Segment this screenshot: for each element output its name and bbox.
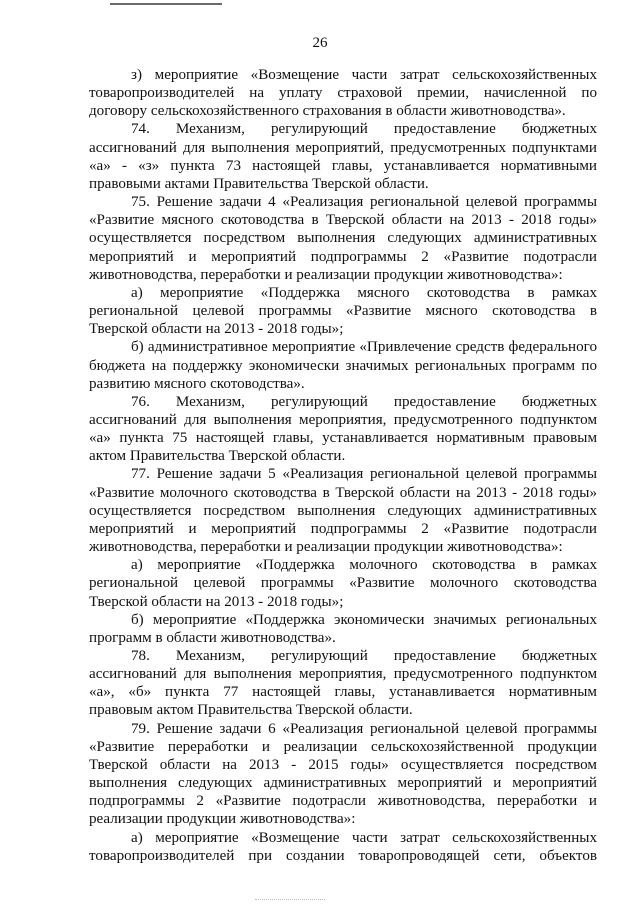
text-line: «Развитие мясного скотоводства в Тверской области на 2013 - 2018 годы» xyxy=(89,212,597,229)
page-number: 26 xyxy=(312,35,328,51)
text-line: «Развитие молочного скотоводства в Тверской области на 2013 - 2018 годы» xyxy=(89,484,597,501)
text-line: осуществляется посредством выполнения следующих административных xyxy=(89,230,597,247)
text-line: а) мероприятие «Поддержка мясного скотоводства в рамках xyxy=(131,284,597,301)
text-line: животноводства, переработки и реализации продукции животноводства»: xyxy=(89,266,563,283)
text-line: 74. Механизм, регулирующий предоставление бюджетных xyxy=(131,121,597,138)
text-line: «а» пункта 75 настоящей главы, устанавливается нормативным правовым xyxy=(89,430,597,447)
text-line: ассигнований для выполнения мероприятия, предусмотренного подпунктом xyxy=(89,666,597,683)
text-line: мероприятий и мероприятий подпрограммы 2 «Развитие подотрасли xyxy=(89,248,597,265)
text-line: договору сельскохозяйственного страхования в области животноводства». xyxy=(89,103,566,120)
text-line: 78. Механизм, регулирующий предоставление бюджетных xyxy=(131,648,597,664)
text-line: б) мероприятие «Поддержка экономически значимых региональных xyxy=(131,611,597,628)
text-line: выполнения следующих административных мероприятий и мероприятий xyxy=(89,775,597,792)
text-line: «а» - «з» пункта 73 настоящей главы, устанавливается нормативными xyxy=(89,157,597,174)
text-line: а) мероприятие «Поддержка молочного скотоводства в рамках xyxy=(131,557,597,574)
text-line: региональной целевой программы «Развитие мясного скотоводства в xyxy=(89,303,597,320)
top-edge-rule xyxy=(110,3,222,5)
text-line: осуществляется посредством выполнения следующих административных xyxy=(89,502,597,519)
text-line: Тверской области на 2013 - 2018 годы»; xyxy=(89,593,344,610)
text-line: программ в области животноводства». xyxy=(89,629,336,646)
text-line: 76. Механизм, регулирующий предоставление бюджетных xyxy=(131,393,597,410)
text-line: Тверской области на 2013 - 2018 годы»; xyxy=(89,321,344,338)
text-line: Тверской области на 2013 - 2015 годы» осуществляется посредством xyxy=(89,756,597,773)
text-line: региональной целевой программы «Развитие молочного скотоводства xyxy=(89,575,597,592)
text-line: развитию мясного скотоводства». xyxy=(89,375,305,392)
bottom-edge-mark xyxy=(255,899,325,900)
body-text xyxy=(89,66,597,865)
text-line: подпрограммы 2 «Развитие подотрасли животноводства, переработки и xyxy=(89,793,597,810)
text-line: а) мероприятие «Возмещение части затрат сельскохозяйственных xyxy=(131,829,597,846)
text-line: «а», «б» пункта 77 настоящей главы, устанавливается нормативным xyxy=(89,684,597,701)
text-line: товаропроизводителей при создании товаропроводящей сети, объектов xyxy=(89,847,597,864)
text-line: ассигнований для выполнения мероприятий, предусмотренных подпунктами xyxy=(89,139,597,156)
text-line: ассигнований для выполнения мероприятия, предусмотренного подпунктом xyxy=(89,411,597,428)
text-line: правовым актом Правительства Тверской области. xyxy=(89,702,413,719)
text-line: «Развитие переработки и реализации сельскохозяйственной продукции xyxy=(89,738,597,755)
text-line: правовыми актами Правительства Тверской области. xyxy=(89,175,429,192)
text-line: реализации продукции животноводства»: xyxy=(89,811,356,828)
text-line: бюджета на поддержку экономически значимых региональных программ по xyxy=(89,357,597,374)
text-line: 75. Решение задачи 4 «Реализация региональной целевой программы xyxy=(131,194,597,211)
text-line: мероприятий и мероприятий подпрограммы 2 «Развитие подотрасли xyxy=(89,520,597,537)
text-line: 79. Решение задачи 6 «Реализация региональной целевой программы xyxy=(131,720,597,737)
text-line: товаропроизводителей на уплату страховой премии, начисленной по xyxy=(89,85,597,102)
text-line: з) мероприятие «Возмещение части затрат сельскохозяйственных xyxy=(131,67,597,83)
text-line: 77. Решение задачи 5 «Реализация региональной целевой программы xyxy=(131,466,597,483)
text-line: актом Правительства Тверской области. xyxy=(89,448,346,465)
text-line: б) административное мероприятие «Привлечение средств федерального xyxy=(131,339,597,356)
text-line: животноводства, переработки и реализации продукции животноводства»: xyxy=(89,539,563,556)
